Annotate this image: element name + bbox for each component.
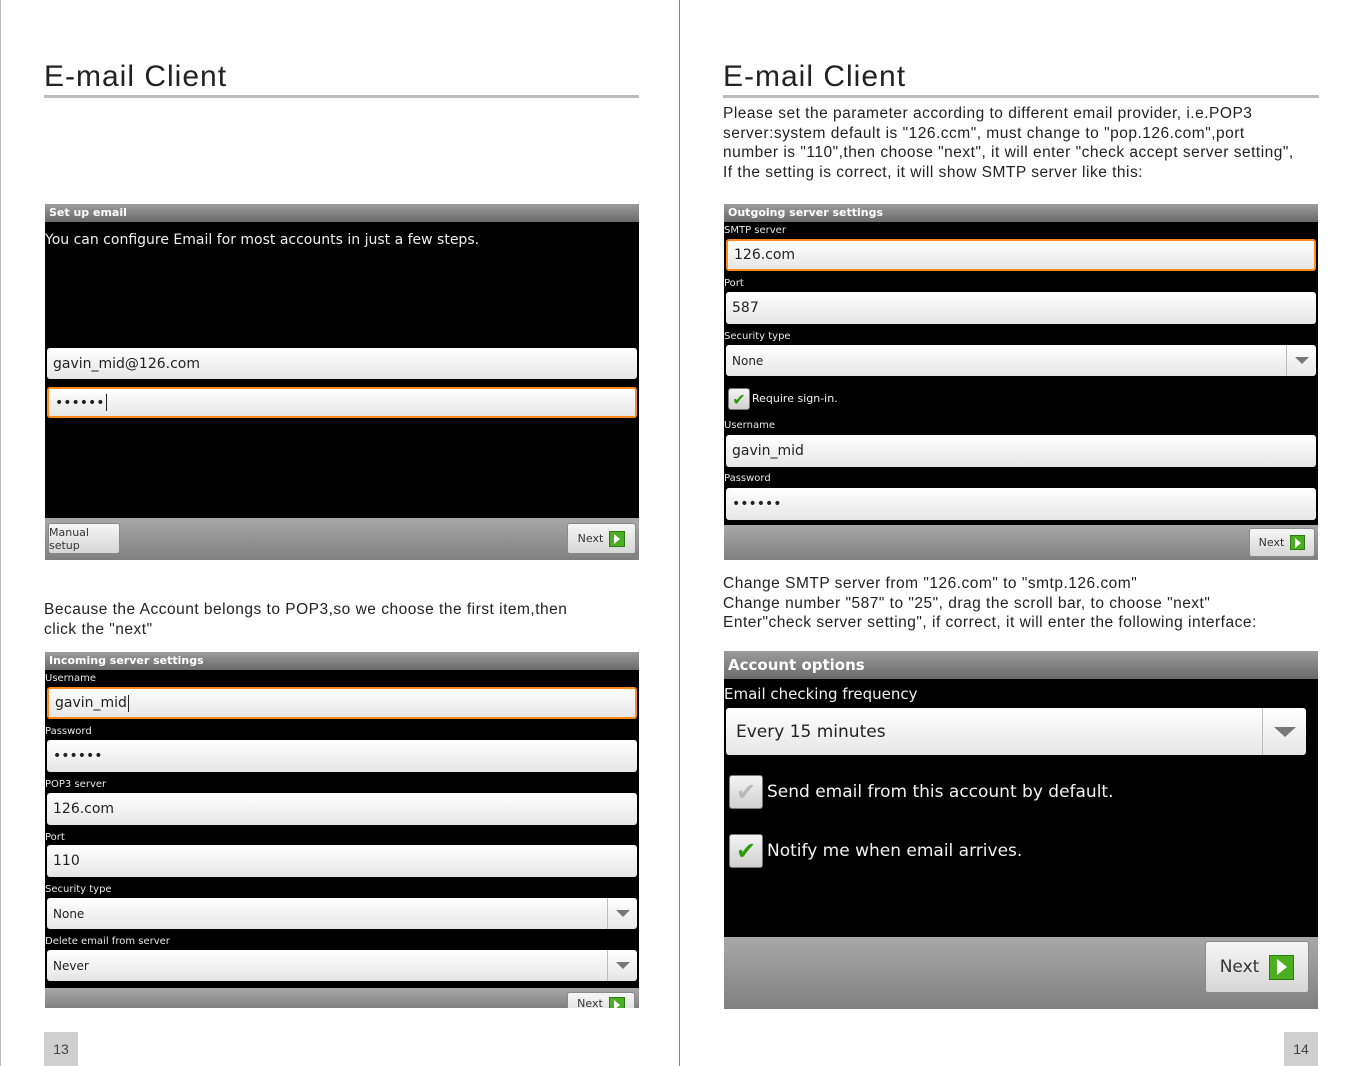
manual-setup-label: Manual setup [49,525,89,552]
password-field[interactable] [47,387,637,418]
text-caret [106,394,107,411]
checkmark-icon: ✔ [732,389,746,409]
next-button[interactable] [1205,941,1309,993]
frequency-select[interactable] [726,708,1306,755]
require-signin-label: Require sign-in. [752,392,838,405]
send-default-checkbox[interactable] [729,775,763,809]
port-label: Port [724,278,744,289]
delete-email-label: Delete email from server [45,936,170,947]
arrow-right-icon [1269,955,1294,980]
username-value: gavin_mid [732,443,804,459]
title-rule [723,95,1319,98]
instruction-paragraph [44,600,567,639]
dropdown-arrow-icon [1286,345,1316,376]
notify-label: Notify me when email arrives. [767,841,1023,861]
port-value: 587 [732,300,759,316]
smtp-server-value: 126.com [734,247,796,263]
pop3-server-value: 126.com [53,801,115,817]
next-button[interactable] [567,523,636,554]
page-title: E-mail Client [44,60,228,93]
dropdown-arrow-icon [1262,708,1306,755]
frequency-label: Email checking frequency [724,685,918,703]
password-value: •••••• [732,496,782,512]
security-type-select[interactable] [47,898,637,929]
password-value: •••••• [53,748,103,764]
dropdown-arrow-icon [607,898,637,929]
next-label: Next [577,532,604,545]
password-value: •••••• [55,394,105,411]
incoming-settings-screen [45,652,639,1008]
username-label: Username [724,420,775,431]
change-instructions [723,574,1257,633]
port-field[interactable] [47,845,637,877]
smtp-server-field[interactable] [726,239,1316,271]
require-signin-checkbox[interactable] [728,388,750,410]
right-page [681,0,1361,1066]
dropdown-arrow-icon [607,950,637,981]
send-default-label: Send email from this account by default. [767,782,1114,802]
email-field[interactable] [47,348,637,379]
username-label: Username [45,673,96,684]
page-title: E-mail Client [723,60,907,93]
password-field[interactable] [726,488,1316,520]
paragraph-line: Please set the parameter according to different email provider, i.e.POP3 [723,105,1253,122]
pop3-server-label: POP3 server [45,779,107,790]
username-field[interactable] [47,687,637,719]
port-field[interactable] [726,292,1316,324]
security-type-select[interactable] [726,345,1316,376]
next-label: Next [1219,957,1260,977]
next-label: Next [1258,536,1285,549]
paragraph-line: number is "110",then choose "next", it will enter "check accept server setting", [723,144,1294,161]
left-page [0,0,680,1066]
paragraph-line: Because the Account belongs to POP3,so we choose the first item,then [44,601,568,618]
arrow-right-icon [609,531,625,547]
page-number: 13 [44,1032,78,1066]
username-field[interactable] [726,435,1316,467]
screen-footer [45,518,639,560]
paragraph-line: Change SMTP server from "126.com" to "smtp.126.com" [723,575,1138,592]
smtp-server-label: SMTP server [724,225,786,236]
password-label: Password [45,726,92,737]
text-caret [128,695,129,712]
screen-header: Outgoing server settings [724,204,1318,222]
screen-footer [724,937,1318,1009]
paragraph-line: If the setting is correct, it will show SMTP server like this: [723,163,1144,181]
setup-intro-text: You can configure Email for most accounts in just a few steps. [45,232,480,248]
screen-header: Account options [724,651,1318,679]
screen-header: Incoming server settings [45,652,639,670]
email-value: gavin_mid@126.com [53,355,200,372]
paragraph-line: server:system default is "126.ccm", must change to "pop.126.com",port [723,124,1245,142]
security-type-label: Security type [45,884,112,895]
screen-footer [724,525,1318,560]
port-label: Port [45,832,65,843]
security-type-label: Security type [724,331,791,342]
outgoing-settings-screen [724,204,1318,560]
delete-email-value: Never [53,958,89,973]
security-type-value: None [53,906,85,921]
intro-paragraph [723,104,1294,182]
password-label: Password [724,473,771,484]
manual-setup-button[interactable] [48,523,120,554]
screen-footer [45,988,639,1008]
paragraph-line: Change number "587" to "25", drag the scroll bar, to choose "next" [723,594,1211,612]
notify-checkbox[interactable] [729,834,763,868]
page-number: 14 [1284,1032,1318,1066]
pop3-server-field[interactable] [47,793,637,825]
checkmark-icon: ✔ [735,837,757,865]
next-button[interactable] [567,992,635,1008]
port-value: 110 [53,853,80,869]
arrow-right-icon [1290,535,1305,550]
delete-email-select[interactable] [47,950,637,981]
username-value: gavin_mid [55,695,127,711]
checkmark-icon: ✔ [735,778,757,806]
arrow-right-icon [609,997,625,1008]
screen-header: Set up email [45,204,639,222]
security-type-value: None [732,353,764,368]
paragraph-line: Enter"check server setting", if correct, it will enter the following interface: [723,614,1257,631]
paragraph-line: click the "next" [44,620,153,638]
title-rule [44,95,639,98]
next-label: Next [577,997,603,1008]
account-options-screen [724,651,1318,1009]
password-field[interactable] [47,740,637,772]
next-button[interactable] [1249,528,1315,557]
setup-email-screen [45,204,639,560]
frequency-value: Every 15 minutes [736,721,886,742]
